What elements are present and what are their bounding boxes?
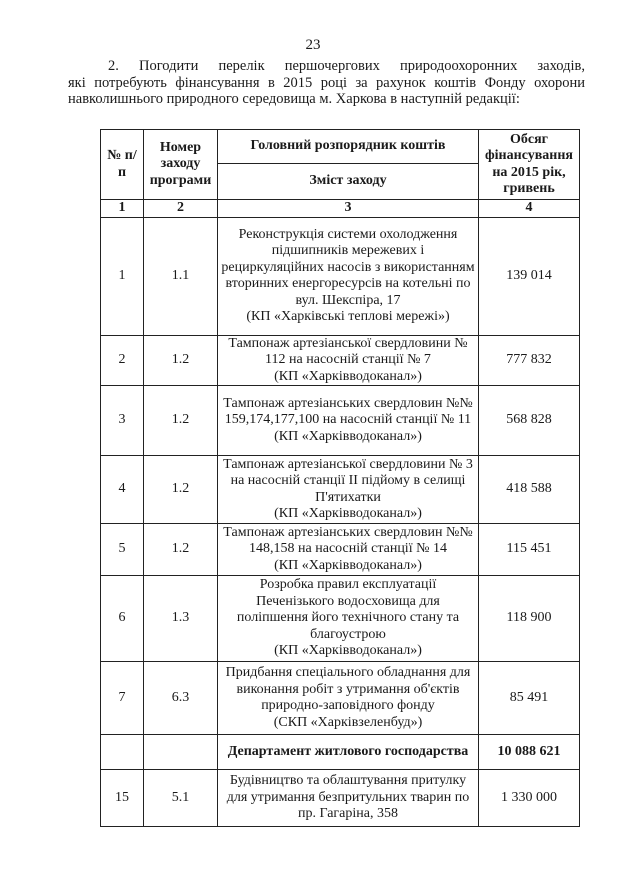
row-measure: 1.1 <box>144 217 218 335</box>
row-content-text: Реконструкція системи охолодження підшипників мережевих і рециркуляційних насосів з використанням вторинних енергоресурсів на котельні по вул. Шекспіра, 17 <box>221 226 475 308</box>
row-measure: 1.2 <box>144 524 218 576</box>
row-measure: 1.3 <box>144 576 218 662</box>
row-org: (КП «Харківводоканал») <box>274 368 422 384</box>
intro-paragraph <box>68 58 585 108</box>
measures-table <box>100 129 580 827</box>
row-amount: 418 588 <box>479 456 580 524</box>
row-measure: 1.2 <box>144 456 218 524</box>
row-measure: 1.2 <box>144 386 218 456</box>
table-row <box>101 576 580 662</box>
department-name: Департамент житлового господарства <box>218 735 479 770</box>
row-content <box>218 770 479 827</box>
header-row <box>101 130 580 164</box>
department-empty <box>101 735 144 770</box>
row-content-text: Придбання спеціального обладнання для виконання робіт з утримання об'єктів природно-заповідного фонду <box>225 665 471 713</box>
header-no: № п/п <box>101 130 144 200</box>
row-amount: 777 832 <box>479 335 580 386</box>
header-amount: Обсяг фінансування на 2015 рік, гривень <box>479 130 580 200</box>
row-no: 4 <box>101 456 144 524</box>
col-number: 2 <box>144 200 218 218</box>
department-amount: 10 088 621 <box>479 735 580 770</box>
row-amount: 118 900 <box>479 576 580 662</box>
row-no: 1 <box>101 217 144 335</box>
header-measure-no: Номер заходу програми <box>144 130 218 200</box>
row-content <box>218 662 479 735</box>
table-row <box>101 217 580 335</box>
row-content-text: Тампонаж артезіанських свердловин №№ 159,174,177,100 на насосній станції № 11 <box>223 395 473 428</box>
row-no: 5 <box>101 524 144 576</box>
row-content <box>218 335 479 386</box>
row-no: 2 <box>101 335 144 386</box>
row-org: (КП «Харківводоканал») <box>274 428 422 444</box>
row-measure: 5.1 <box>144 770 218 827</box>
header-manager: Головний розпорядник коштів <box>218 130 479 164</box>
table-row <box>101 662 580 735</box>
row-content <box>218 386 479 456</box>
row-content-text: Тампонаж артезіанської свердловини № 112 на насосній станції № 7 <box>228 335 468 367</box>
table-row <box>101 386 580 456</box>
row-amount: 139 014 <box>479 217 580 335</box>
row-measure: 1.2 <box>144 335 218 386</box>
page-number: 23 <box>305 37 321 53</box>
row-amount: 85 491 <box>479 662 580 735</box>
column-number-row <box>101 200 580 218</box>
table-row <box>101 456 580 524</box>
table-row <box>101 335 580 386</box>
department-empty <box>144 735 218 770</box>
row-content <box>218 524 479 576</box>
row-org: (КП «Харківводоканал») <box>274 643 422 659</box>
row-org: (КП «Харківські теплові мережі») <box>246 309 450 324</box>
row-content <box>218 576 479 662</box>
row-content-text: Будівництво та облаштування притулку для утримання безпритульних тварин по пр. Гагаріна, 358 <box>226 773 470 822</box>
col-number: 3 <box>218 200 479 218</box>
row-org: (СКП «Харківзеленбуд») <box>273 714 423 730</box>
row-measure: 6.3 <box>144 662 218 735</box>
row-org: (КП «Харківводоканал») <box>274 557 422 573</box>
row-content-text: Тампонаж артезіанської свердловини № 3 на насосній станції ІІ підйому в селищі П'ятихатки <box>223 456 473 505</box>
row-amount: 115 451 <box>479 524 580 576</box>
table-row <box>101 770 580 827</box>
row-content <box>218 217 479 335</box>
row-no: 3 <box>101 386 144 456</box>
col-number: 4 <box>479 200 580 218</box>
row-no: 7 <box>101 662 144 735</box>
row-amount: 568 828 <box>479 386 580 456</box>
row-content-text: Розробка правил експлуатації Печенізького водосховища для поліпшення його технічного стану та благоустрою <box>236 577 460 642</box>
row-no: 6 <box>101 576 144 662</box>
row-amount: 1 330 000 <box>479 770 580 827</box>
row-content-text: Тампонаж артезіанських свердловин №№ 148,158 на насосній станції № 14 <box>223 524 473 557</box>
header-content: Зміст заходу <box>218 164 479 200</box>
row-content <box>218 456 479 524</box>
table-row <box>101 524 580 576</box>
intro-line-1: 2. Погодити перелік першочергових природоохоронних заходів, <box>108 58 585 74</box>
intro-line-2: які потребують фінансування в 2015 році за рахунок коштів Фонду охорони навколишнього природного середовища м. Харкова в наступній редакції: <box>68 74 585 107</box>
department-row <box>101 735 580 770</box>
row-no: 15 <box>101 770 144 827</box>
row-org: (КП «Харківводоканал») <box>274 506 422 521</box>
col-number: 1 <box>101 200 144 218</box>
